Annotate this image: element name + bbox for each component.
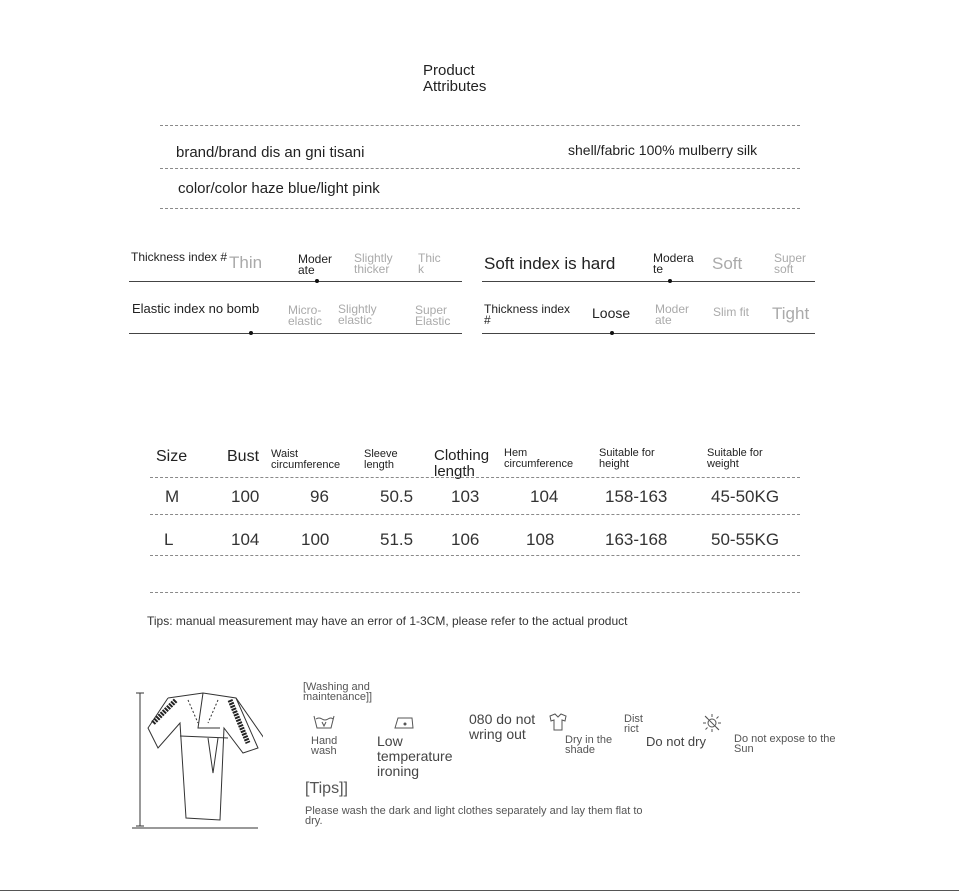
fit-option-slim: Slim fit: [713, 305, 749, 319]
fit-scale: [482, 333, 815, 334]
elastic-option-slightly: Slightly elastic: [338, 302, 377, 327]
care-title: [Washing and maintenance]]: [303, 681, 373, 703]
table-cell: 106: [451, 530, 480, 549]
no-dry-label: Do not dry: [646, 734, 706, 749]
elastic-scale: [129, 333, 462, 334]
table-cell: 103: [451, 487, 480, 506]
table-cell: 50-55KG: [711, 530, 780, 549]
measurement-tip: Tips: manual measurement may have an error of 1-3CM, please refer to the actual product: [147, 614, 628, 628]
table-cell: 108: [526, 530, 555, 549]
tips-text: Please wash the dark and light clothes separately and lay them flat to dry.: [305, 805, 643, 827]
tips-title: [Tips]]: [305, 780, 348, 797]
thickness-option-moderate: Moder ate: [298, 252, 333, 277]
brand-text: brand/brand dis an gni tisani: [176, 144, 365, 161]
table-cell: 45-50KG: [711, 487, 780, 506]
fit-index-label: Thickness index #: [484, 302, 571, 327]
no-sun-label: Do not expose to the Sun: [734, 733, 836, 755]
thickness-option-slightly-thicker: Slightly thicker: [354, 251, 393, 276]
soft-scale: [482, 281, 815, 282]
bust-header: Bust: [227, 448, 260, 465]
divider: [160, 208, 800, 209]
table-cell: 104: [530, 487, 559, 506]
hem-header: Hem circumference: [504, 447, 574, 470]
soft-option-soft: Soft: [712, 254, 743, 273]
fit-option-moderate: Moder ate: [655, 302, 690, 327]
table-cell: 104: [231, 530, 260, 549]
table-divider: [150, 555, 800, 556]
elastic-marker: [249, 331, 253, 335]
height-header: Suitable for height: [599, 447, 655, 470]
low-temp-ironing-label: Low temperature ironing: [377, 733, 453, 779]
thickness-option-thin: Thin: [229, 253, 263, 272]
bottom-border: [0, 890, 959, 891]
soft-index-label: Soft index is hard: [484, 254, 616, 273]
table-cell: 100: [231, 487, 260, 506]
fit-marker: [610, 331, 614, 335]
iron-icon: [392, 713, 416, 731]
sleeve-header: Sleeve length: [364, 448, 398, 471]
waist-header: Waist circumference: [271, 448, 341, 471]
thickness-scale: [129, 281, 462, 282]
fabric-text: shell/fabric 100% mulberry silk: [568, 142, 758, 158]
shirt-dry-icon: [548, 713, 568, 731]
color-text: color/color haze blue/light pink: [178, 180, 380, 197]
table-cell: L: [164, 530, 174, 549]
hand-wash-icon: [313, 714, 335, 730]
soft-option-super-soft: Super soft: [774, 251, 807, 276]
weight-header: Suitable for weight: [707, 447, 763, 470]
table-divider: [150, 514, 800, 515]
elastic-option-micro: Micro-elastic: [288, 303, 323, 328]
elastic-index-label: Elastic index no bomb: [132, 301, 260, 316]
table-divider: [150, 477, 800, 478]
table-divider: [150, 592, 800, 593]
table-cell: 51.5: [380, 530, 414, 549]
table-cell: M: [165, 487, 180, 506]
thickness-option-thick: Thic k: [418, 251, 441, 276]
no-wring-label: 080 do not wring out: [469, 711, 536, 742]
table-cell: 50.5: [380, 487, 414, 506]
dry-shade-label: Dry in the shade: [565, 734, 613, 756]
soft-option-moderate: Modera te: [653, 251, 694, 276]
fit-option-loose: Loose: [592, 305, 631, 321]
table-cell: 96: [310, 487, 329, 506]
divider: [160, 125, 800, 126]
table-cell: 100: [301, 530, 330, 549]
garment-diagram: [128, 688, 263, 833]
divider: [160, 168, 800, 169]
no-sun-icon: [702, 713, 722, 733]
district-label: Dist rict: [624, 713, 643, 735]
fit-option-tight: Tight: [772, 304, 810, 323]
table-cell: 158-163: [605, 487, 668, 506]
thickness-index-label: Thickness index #: [131, 250, 228, 264]
soft-marker: [668, 279, 672, 283]
elastic-option-super: Super Elastic: [415, 303, 451, 328]
hand-wash-label: Hand wash: [311, 735, 338, 757]
thickness-marker: [315, 279, 319, 283]
clothing-length-header: Clothing length: [434, 447, 490, 480]
page-title: Product Attributes: [423, 62, 487, 95]
size-header: Size: [156, 448, 188, 465]
table-cell: 163-168: [605, 530, 668, 549]
